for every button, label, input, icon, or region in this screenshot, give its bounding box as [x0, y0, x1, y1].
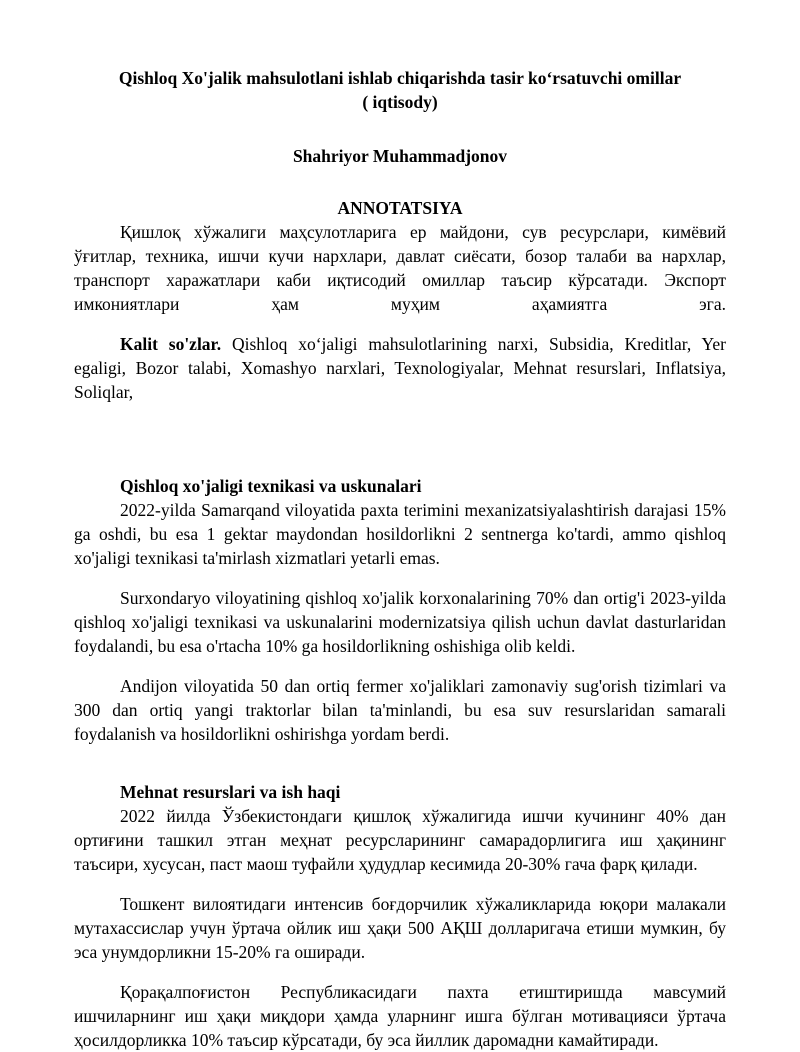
- section-2-paragraph-1: 2022 йилда Ўзбекистондаги қишлоқ хўжалигида ишчи кучининг 40% дан ортиғини ташкил этган меҳнат ресурсларининг самарадорлигига иш ҳақининг таъсири, хусусан, паст маош туфайли ҳудудлар кесимида 20-30% гача фарқ қилади.: [74, 806, 726, 874]
- section-heading-labor: Mehnat resurslari va ish haqi: [120, 782, 341, 802]
- section-1-paragraph-1: 2022-yilda Samarqand viloyatida paxta terimini mexanizatsiyalashtirish darajasi 15% ga oshdi, bu esa 1 gektar maydondan hosildorlikni 2 sentnerga ko'tardi, ammo qishloq xo'jaligi texnikasi ta'mirlash xizmatlari yetarli emas.: [74, 500, 726, 568]
- keywords-label: Kalit so'zlar.: [120, 334, 222, 354]
- section-heading-machinery: Qishloq xo'jaligi texnikasi va uskunalari: [120, 476, 422, 496]
- section-2-paragraph-3: Қорақалпоғистон Республикасидаги пахта етиштиришда мавсумий ишчиларнинг иш ҳақи миқдори ҳамда уларнинг ишга бўлган мотивацияси ўртача ҳосилдорликка 10% таъсир кўрсатади, бу эса йиллик даромадни камайтиради.: [74, 982, 726, 1050]
- section-2-paragraph-2: Тошкент вилоятидаги интенсив боғдорчилик хўжаликларида юқори малакали мутахассислар учун ўртача ойлик иш ҳақи 500 АҚШ долларигача етиши мумкин, бу эса унумдорликни 15-20% га оширади.: [74, 894, 726, 962]
- keywords-text: Qishloq xo‘jaligi mahsulotlarining narxi, Subsidia, Kreditlar, Yer egaligi, Bozor talabi, Xomashyo narxlari, Texnologiyalar, Mehnat resurslari, Inflatsiya, Soliqlar,: [74, 334, 726, 402]
- paper-title: [74, 66, 726, 114]
- keywords-paragraph: [74, 332, 726, 404]
- section-1-paragraph-3: Andijon viloyatida 50 dan ortiq fermer xo'jaliklari zamonaviy sug'orish tizimlari va 300 dan ortiq yangi traktorlar bilan ta'minlandi, bu esa suv resurslaridan samarali foydalanish va hosildorlikni oshirishga yordam berdi.: [74, 676, 726, 744]
- annotation-text: Қишлоқ хўжалиги маҳсулотларига ер майдони, сув ресурслари, кимёвий ўғитлар, техника, ишчи кучи нархлари, давлат сиёсати, бозор талаби ва нархлар, транспорт харажатлари каби иқтисодий омиллар таъсир кўрсатади. Экспорт имкониятлари ҳам муҳим аҳамиятга эга.: [74, 222, 726, 314]
- paper-title-line-1: Qishloq Xo'jalik mahsulotlani ishlab chiqarishda tasir ko‘rsatuvchi omillar: [118, 68, 682, 88]
- paper-title-line-2: ( iqtisody): [362, 92, 438, 112]
- annotation-heading: ANNOTATSIYA: [337, 198, 463, 218]
- author-name: Shahriyor Muhammadjonov: [292, 146, 508, 166]
- section-1-paragraph-2: Surxondaryo viloyatining qishloq xo'jalik korxonalarining 70% dan ortig'i 2023-yilda qishloq xo'jaligi texnikasi va uskunalarini modernizatsiya qilish uchun davlat dasturlaridan foydalandi, bu esa o'rtacha 10% ga hosildorlikning oshishiga olib keldi.: [74, 588, 726, 656]
